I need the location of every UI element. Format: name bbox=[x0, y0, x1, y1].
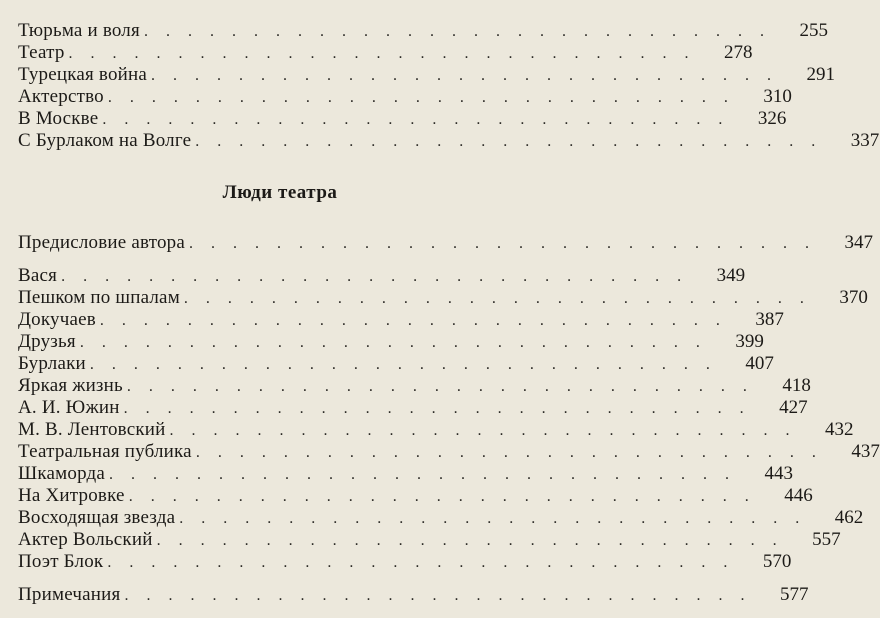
toc-entry-title: Предисловие автора bbox=[18, 232, 185, 253]
toc-entry bbox=[18, 331, 764, 353]
toc-entry-title: Театр bbox=[18, 42, 65, 63]
leader-dots: ............................. bbox=[128, 488, 767, 505]
toc-entry-title: Шкаморда bbox=[18, 463, 106, 484]
toc-entry-page: 278 bbox=[724, 42, 753, 63]
toc-entry bbox=[18, 507, 864, 529]
leader-dots: ............................. bbox=[143, 23, 782, 40]
toc-entry bbox=[18, 419, 854, 441]
toc-entry bbox=[18, 375, 811, 397]
toc-entry-page: 349 bbox=[716, 265, 746, 286]
toc-entry-title: Актер Вольский bbox=[18, 529, 153, 550]
toc-entry-page: 399 bbox=[735, 331, 764, 352]
toc-entry-page: 427 bbox=[779, 397, 808, 418]
toc-entry-preface bbox=[18, 232, 873, 254]
toc-entry bbox=[18, 64, 836, 86]
leader-dots: ............................. bbox=[124, 587, 763, 604]
toc-entry bbox=[18, 20, 828, 42]
leader-dots: ............................. bbox=[195, 444, 834, 461]
leader-dots: ............................. bbox=[107, 89, 746, 106]
toc-entry-title: На Хитровке bbox=[18, 485, 125, 506]
toc-entry bbox=[18, 529, 841, 551]
toc-entry-title: Друзья bbox=[18, 331, 76, 352]
toc-entry-title: Яркая жизнь bbox=[18, 375, 123, 396]
toc-entry-title: А. И. Южин bbox=[18, 397, 120, 418]
toc-entry-title: Тюрьма и воля bbox=[18, 20, 140, 41]
leader-dots: ............................. bbox=[102, 111, 741, 128]
leader-dots: ............................. bbox=[179, 510, 818, 527]
toc-entry-title: Восходящая звезда bbox=[18, 507, 176, 528]
toc-entry-page: 310 bbox=[763, 86, 792, 107]
toc-entry-page: 291 bbox=[806, 64, 836, 85]
toc-entry bbox=[18, 130, 880, 152]
leader-dots: ............................. bbox=[123, 400, 762, 417]
toc-entry-page: 443 bbox=[764, 463, 794, 484]
toc-entry-page: 347 bbox=[844, 232, 873, 253]
toc-entry-title: Пешком по шпалам bbox=[18, 287, 180, 308]
toc-entry bbox=[18, 485, 813, 507]
leader-dots: ............................. bbox=[126, 378, 765, 395]
toc-entry bbox=[18, 353, 774, 375]
toc-entry-title: Докучаев bbox=[18, 309, 96, 330]
leader-dots: ............................. bbox=[99, 312, 738, 329]
toc-entry-page: 462 bbox=[834, 507, 864, 528]
leader-dots: ............................. bbox=[61, 268, 700, 285]
toc-entry-page: 437 bbox=[851, 441, 880, 462]
toc-entry-title: Турецкая война bbox=[18, 64, 148, 85]
toc-entry-page: 326 bbox=[757, 108, 787, 129]
toc-entry-title: Актерство bbox=[18, 86, 104, 107]
toc-entry-page: 577 bbox=[779, 584, 809, 605]
toc-entry-page: 418 bbox=[782, 375, 811, 396]
leader-dots: ............................. bbox=[68, 45, 707, 62]
section-heading: Люди театра bbox=[222, 182, 338, 203]
leader-dots: ............................. bbox=[151, 67, 790, 84]
leader-dots: ............................. bbox=[189, 235, 827, 252]
toc-entry-page: 557 bbox=[812, 529, 841, 550]
toc-entry-page: 446 bbox=[784, 485, 813, 506]
toc-entry bbox=[18, 287, 868, 309]
toc-entry bbox=[18, 42, 753, 64]
toc-entry bbox=[18, 441, 880, 463]
toc-entry-notes bbox=[18, 584, 809, 606]
toc-entry bbox=[18, 397, 808, 419]
toc-entry bbox=[18, 86, 792, 108]
toc-entry bbox=[18, 463, 794, 485]
leader-dots: ............................. bbox=[169, 422, 808, 439]
leader-dots: ............................. bbox=[89, 356, 728, 373]
toc-entry-page: 370 bbox=[839, 287, 868, 308]
leader-dots: ............................. bbox=[156, 532, 795, 549]
leader-dots: ............................. bbox=[195, 133, 834, 150]
leader-dots: ............................. bbox=[107, 554, 746, 571]
toc-entry bbox=[18, 309, 784, 331]
toc-entry bbox=[18, 265, 746, 287]
toc-entry-page: 432 bbox=[825, 419, 854, 440]
leader-dots: ............................. bbox=[183, 290, 822, 307]
toc-entry-title: Примечания bbox=[18, 584, 121, 605]
leader-dots: ............................. bbox=[79, 334, 718, 351]
toc-entry-title: М. В. Лентовский bbox=[18, 419, 166, 440]
toc-entry-title: Поэт Блок bbox=[18, 551, 104, 572]
leader-dots: ............................. bbox=[109, 466, 748, 483]
toc-entry-title: Бурлаки bbox=[18, 353, 86, 374]
toc-entry-title: Театральная публика bbox=[18, 441, 192, 462]
toc-entry-page: 337 bbox=[850, 130, 880, 151]
toc-entry-title: Вася bbox=[18, 265, 58, 286]
toc-entry-page: 570 bbox=[762, 551, 792, 572]
toc-entry bbox=[18, 551, 792, 573]
toc-entry-title: С Бурлаком на Волге bbox=[18, 130, 192, 151]
toc-entry-page: 407 bbox=[745, 353, 774, 374]
toc-entry-page: 255 bbox=[799, 20, 828, 41]
toc-entry-title: В Москве bbox=[18, 108, 99, 129]
toc-entry bbox=[18, 108, 787, 130]
toc-entry-page: 387 bbox=[755, 309, 784, 330]
